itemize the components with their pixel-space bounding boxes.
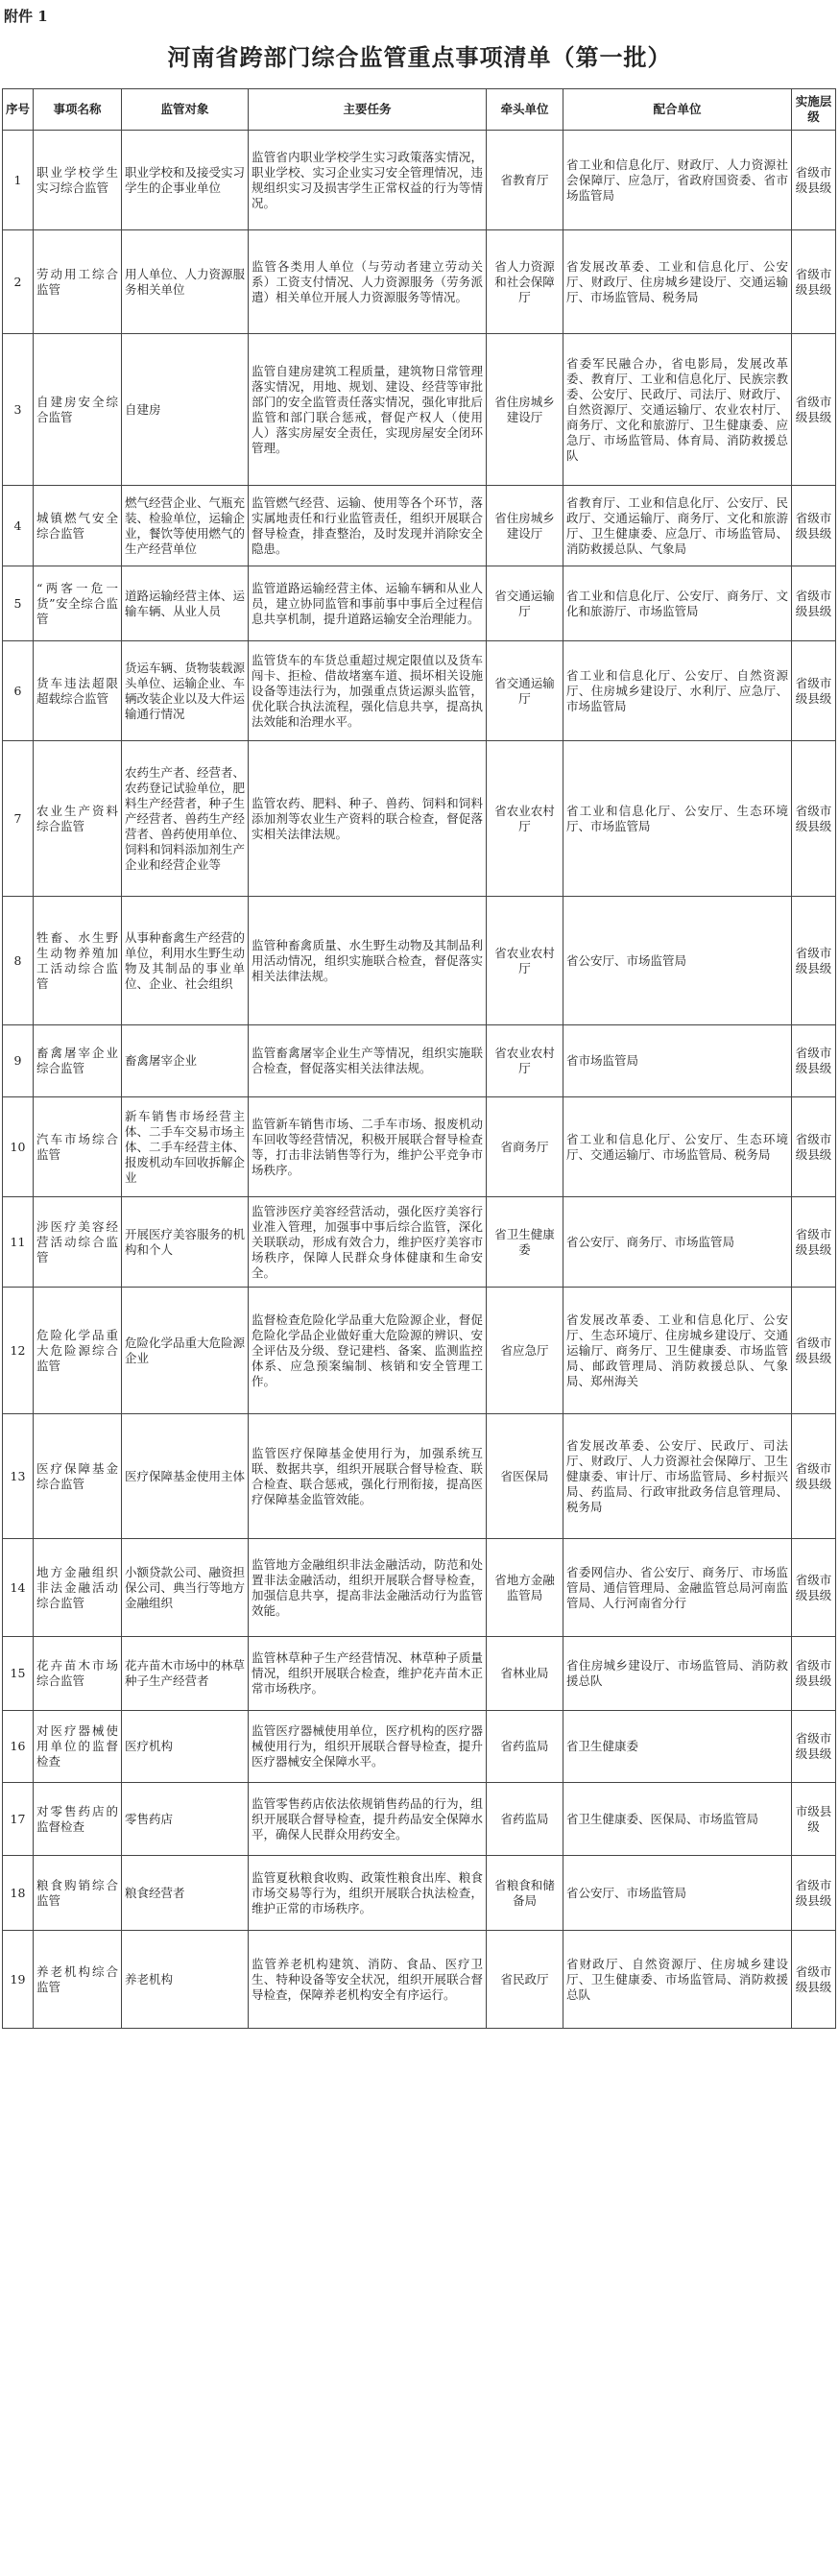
- item-name: 涉医疗美容经营活动综合监管: [34, 1197, 122, 1288]
- table-row: [3, 1539, 836, 1637]
- item-name: 自建房安全综合监管: [34, 334, 122, 486]
- lead-unit: 省药监局: [487, 1711, 563, 1783]
- main-task: 监管省内职业学校学生实习政策落实情况，职业学校、实习企业实习安全管理情况，违规组织实习及损害学生正常权益的行为等情况。: [249, 131, 487, 230]
- implementation-level: 省级市级县级: [792, 486, 836, 566]
- implementation-level: 省级市级县级: [792, 741, 836, 897]
- table-row: [3, 897, 836, 1025]
- item-name: 危险化学品重大危险源综合监管: [34, 1288, 122, 1414]
- lead-unit: 省地方金融监管局: [487, 1539, 563, 1637]
- row-number: 14: [3, 1539, 34, 1637]
- table-row: [3, 1783, 836, 1856]
- cooperating-units: 省公安厅、市场监管局: [563, 1856, 792, 1931]
- supervision-object: 用人单位、人力资源服务相关单位: [122, 230, 249, 334]
- lead-unit: 省医保局: [487, 1414, 563, 1539]
- main-task: 监管涉医疗美容经营活动，强化医疗美容行业准入管理，加强事中事后综合监管，深化关联联动，形成有效合力，维护医疗美容市场秩序，保障人民群众身体健康和生命安全。: [249, 1197, 487, 1288]
- table-row: [3, 131, 836, 230]
- cooperating-units: 省市场监管局: [563, 1025, 792, 1097]
- row-number: 19: [3, 1931, 34, 2029]
- main-task: 监管各类用人单位（与劳动者建立劳动关系）工资支付情况、人力资源服务（劳务派遣）相关单位开展人力资源服务等情况。: [249, 230, 487, 334]
- table-row: [3, 566, 836, 641]
- implementation-level: 省级市级县级: [792, 897, 836, 1025]
- item-name: 城镇燃气安全综合监管: [34, 486, 122, 566]
- main-task: 监管自建房建筑工程质量，建筑物日常管理落实情况，用地、规划、建设、经营等审批部门的安全监管责任落实情况，强化审批后监管和部门联合惩戒，督促产权人（使用人）落实房屋安全责任，实现房屋安全闭环管理。: [249, 334, 487, 486]
- lead-unit: 省交通运输厅: [487, 641, 563, 741]
- table-header-row: [3, 89, 836, 131]
- supervision-object: 从事种畜禽生产经营的单位，利用水生野生动物及其制品的事业单位、企业、社会组织: [122, 897, 249, 1025]
- cooperating-units: 省卫生健康委、医保局、市场监管局: [563, 1783, 792, 1856]
- cooperating-units: 省工业和信息化厅、公安厅、商务厅、文化和旅游厅、市场监管局: [563, 566, 792, 641]
- supervision-object: 道路运输经营主体、运输车辆、从业人员: [122, 566, 249, 641]
- supervision-object: 自建房: [122, 334, 249, 486]
- implementation-level: 省级市级县级: [792, 641, 836, 741]
- document-title: 河南省跨部门综合监管重点事项清单（第一批）: [167, 43, 672, 71]
- row-number: 17: [3, 1783, 34, 1856]
- table-row: [3, 334, 836, 486]
- main-task: 监管新车销售市场、二手车市场、报废机动车回收等经营情况，积极开展联合督导检查等，打击非法销售等行为，维护公平竞争市场秩序。: [249, 1097, 487, 1197]
- header-lead: 牵头单位: [487, 89, 563, 131]
- supervision-object: 小额贷款公司、融资担保公司、典当行等地方金融组织: [122, 1539, 249, 1637]
- table-row: [3, 230, 836, 334]
- implementation-level: 省级市级县级: [792, 1931, 836, 2029]
- row-number: 16: [3, 1711, 34, 1783]
- row-number: 10: [3, 1097, 34, 1197]
- row-number: 3: [3, 334, 34, 486]
- cooperating-units: 省工业和信息化厅、公安厅、生态环境厅、市场监管局: [563, 741, 792, 897]
- implementation-level: 省级市级县级: [792, 1539, 836, 1637]
- row-number: 18: [3, 1856, 34, 1931]
- item-name: 劳动用工综合监管: [34, 230, 122, 334]
- item-name: 货车违法超限超载综合监管: [34, 641, 122, 741]
- cooperating-units: 省工业和信息化厅、公安厅、自然资源厅、住房城乡建设厅、水利厅、应急厅、市场监管局: [563, 641, 792, 741]
- header-item-name: 事项名称: [34, 89, 122, 131]
- table-row: [3, 486, 836, 566]
- main-task: 监管地方金融组织非法金融活动，防范和处置非法金融活动，组织开展联合督导检查，加强信息共享，提高非法金融活动行为监管效能。: [249, 1539, 487, 1637]
- supervision-object: 职业学校和及接受实习学生的企事业单位: [122, 131, 249, 230]
- implementation-level: 省级市级县级: [792, 1288, 836, 1414]
- lead-unit: 省药监局: [487, 1783, 563, 1856]
- supervision-object: 医疗机构: [122, 1711, 249, 1783]
- lead-unit: 省教育厅: [487, 131, 563, 230]
- table-row: [3, 1637, 836, 1711]
- main-task: 监管零售药店依法依规销售药品的行为，组织开展联合督导检查，提升药品安全保障水平，确保人民群众用药安全。: [249, 1783, 487, 1856]
- row-number: 7: [3, 741, 34, 897]
- supervision-object: 花卉苗木市场中的林草种子生产经营者: [122, 1637, 249, 1711]
- main-task: 监管燃气经营、运输、使用等各个环节，落实属地责任和行业监管责任，组织开展联合督导检查，排查整治，及时发现并消除安全隐患。: [249, 486, 487, 566]
- cooperating-units: 省教育厅、工业和信息化厅、公安厅、民政厅、交通运输厅、商务厅、文化和旅游厅、卫生健康委、应急厅、市场监管局、消防救援总队、气象局: [563, 486, 792, 566]
- lead-unit: 省人力资源和社会保障厅: [487, 230, 563, 334]
- implementation-level: 省级市级县级: [792, 334, 836, 486]
- supervision-object: 货运车辆、货物装载源头单位、运输企业、车辆改装企业以及大件运输通行情况: [122, 641, 249, 741]
- lead-unit: 省农业农村厅: [487, 741, 563, 897]
- main-task: 监督检查危险化学品重大危险源企业，督促危险化学品企业做好重大危险源的辨识、安全评估及分级、登记建档、备案、监测监控体系、应急预案编制、核销和安全管理工作。: [249, 1288, 487, 1414]
- implementation-level: 省级市级县级: [792, 1025, 836, 1097]
- item-name: 农业生产资料综合监管: [34, 741, 122, 897]
- cooperating-units: 省发展改革委、工业和信息化厅、公安厅、生态环境厅、住房城乡建设厅、交通运输厅、商务厅、卫生健康委、市场监管局、邮政管理局、消防救援总队、气象局、郑州海关: [563, 1288, 792, 1414]
- main-task: 监管夏秋粮食收购、政策性粮食出库、粮食市场交易等行为，组织开展联合执法检查，维护正常的市场秩序。: [249, 1856, 487, 1931]
- table-row: [3, 641, 836, 741]
- cooperating-units: 省住房城乡建设厅、市场监管局、消防救援总队: [563, 1637, 792, 1711]
- cooperating-units: 省卫生健康委: [563, 1711, 792, 1783]
- table-row: [3, 1414, 836, 1539]
- lead-unit: 省卫生健康委: [487, 1197, 563, 1288]
- supervision-object: 医疗保障基金使用主体: [122, 1414, 249, 1539]
- row-number: 15: [3, 1637, 34, 1711]
- row-number: 2: [3, 230, 34, 334]
- table-body: [3, 131, 836, 2029]
- row-number: 9: [3, 1025, 34, 1097]
- lead-unit: 省农业农村厅: [487, 1025, 563, 1097]
- supervision-object: 燃气经营企业、气瓶充装、检验单位，运输企业，餐饮等使用燃气的生产经营单位: [122, 486, 249, 566]
- header-object: 监管对象: [122, 89, 249, 131]
- item-name: 畜禽屠宰企业综合监管: [34, 1025, 122, 1097]
- cooperating-units: 省公安厅、商务厅、市场监管局: [563, 1197, 792, 1288]
- item-name: “两客一危一货”安全综合监管: [34, 566, 122, 641]
- cooperating-units: 省工业和信息化厅、公安厅、生态环境厅、交通运输厅、市场监管局、税务局: [563, 1097, 792, 1197]
- supervision-object: 农药生产者、经营者、农药登记试验单位，肥料生产经营者，种子生产经营者、兽药生产经营者、兽药使用单位、饲料和饲料添加剂生产企业和经营企业等: [122, 741, 249, 897]
- supervision-object: 养老机构: [122, 1931, 249, 2029]
- row-number: 1: [3, 131, 34, 230]
- cooperating-units: 省工业和信息化厅、财政厅、人力资源社会保障厅、应急厅，省政府国资委、省市场监管局: [563, 131, 792, 230]
- header-coop: 配合单位: [563, 89, 792, 131]
- item-name: 养老机构综合监管: [34, 1931, 122, 2029]
- item-name: 牲畜、水生野生动物养殖加工活动综合监管: [34, 897, 122, 1025]
- cooperating-units: 省财政厅、自然资源厅、住房城乡建设厅、卫生健康委、市场监管局、消防救援总队: [563, 1931, 792, 2029]
- implementation-level: 省级市级县级: [792, 1637, 836, 1711]
- table-row: [3, 1931, 836, 2029]
- item-name: 粮食购销综合监管: [34, 1856, 122, 1931]
- implementation-level: 省级市级县级: [792, 1197, 836, 1288]
- implementation-level: 省级市级县级: [792, 230, 836, 334]
- implementation-level: 省级市级县级: [792, 1414, 836, 1539]
- cooperating-units: 省发展改革委、工业和信息化厅、公安厅、财政厅、住房城乡建设厅、交通运输厅、市场监管局、税务局: [563, 230, 792, 334]
- item-name: 花卉苗木市场综合监管: [34, 1637, 122, 1711]
- row-number: 11: [3, 1197, 34, 1288]
- lead-unit: 省住房城乡建设厅: [487, 334, 563, 486]
- row-number: 5: [3, 566, 34, 641]
- implementation-level: 省级市级县级: [792, 566, 836, 641]
- supervision-object: 畜禽屠宰企业: [122, 1025, 249, 1097]
- regulatory-items-table: [2, 88, 836, 2029]
- row-number: 13: [3, 1414, 34, 1539]
- table-row: [3, 741, 836, 897]
- row-number: 6: [3, 641, 34, 741]
- main-task: 监管林草种子生产经营情况、林草种子质量情况，组织开展联合检查，维护花卉苗木正常市场秩序。: [249, 1637, 487, 1711]
- table-row: [3, 1197, 836, 1288]
- cooperating-units: 省委军民融合办，省电影局，发展改革委、教育厅、工业和信息化厅、民族宗教委、公安厅、民政厅、司法厅、财政厅、自然资源厅、交通运输厅、农业农村厅、商务厅、文化和旅游厅、卫生健康委、应急厅、市场监管局、体育局、消防救援总队: [563, 334, 792, 486]
- row-number: 8: [3, 897, 34, 1025]
- lead-unit: 省粮食和储备局: [487, 1856, 563, 1931]
- implementation-level: 省级市级县级: [792, 131, 836, 230]
- main-task: 监管养老机构建筑、消防、食品、医疗卫生、特种设备等安全状况，组织开展联合督导检查，保障养老机构安全有序运行。: [249, 1931, 487, 2029]
- implementation-level: 市级县级: [792, 1783, 836, 1856]
- row-number: 12: [3, 1288, 34, 1414]
- table-row: [3, 1288, 836, 1414]
- attachment-label: 附件 1: [4, 8, 48, 25]
- implementation-level: 省级市级县级: [792, 1711, 836, 1783]
- cooperating-units: 省发展改革委、公安厅、民政厅、司法厅、财政厅、人力资源社会保障厅、卫生健康委、审计厅、市场监管局、乡村振兴局、药监局、行政审批政务信息管理局、税务局: [563, 1414, 792, 1539]
- header-level: 实施层级: [792, 89, 836, 131]
- item-name: 医疗保障基金综合监管: [34, 1414, 122, 1539]
- main-task: 监管畜禽屠宰企业生产等情况，组织实施联合检查，督促落实相关法律法规。: [249, 1025, 487, 1097]
- item-name: 职业学校学生实习综合监管: [34, 131, 122, 230]
- lead-unit: 省应急厅: [487, 1288, 563, 1414]
- supervision-object: 粮食经营者: [122, 1856, 249, 1931]
- header-no: 序号: [3, 89, 34, 131]
- cooperating-units: 省公安厅、市场监管局: [563, 897, 792, 1025]
- lead-unit: 省商务厅: [487, 1097, 563, 1197]
- main-task: 监管货车的车货总重超过规定限值以及货车闯卡、拒检、借故堵塞车道、损坏相关设施设备等违法行为，加强重点货运源头监管，优化联合执法流程，强化信息共享，提高执法效能和治理水平。: [249, 641, 487, 741]
- table-row: [3, 1711, 836, 1783]
- row-number: 4: [3, 486, 34, 566]
- implementation-level: 省级市级县级: [792, 1097, 836, 1197]
- lead-unit: 省林业局: [487, 1637, 563, 1711]
- item-name: 对零售药店的监督检查: [34, 1783, 122, 1856]
- main-task: 监管农药、肥料、种子、兽药、饲料和饲料添加剂等农业生产资料的联合检查，督促落实相关法律法规。: [249, 741, 487, 897]
- table-row: [3, 1097, 836, 1197]
- item-name: 地方金融组织非法金融活动综合监管: [34, 1539, 122, 1637]
- table-row: [3, 1025, 836, 1097]
- supervision-object: 零售药店: [122, 1783, 249, 1856]
- lead-unit: 省住房城乡建设厅: [487, 486, 563, 566]
- main-task: 监管医疗器械使用单位，医疗机构的医疗器械使用行为，组织开展联合督导检查，提升医疗器械安全保障水平。: [249, 1711, 487, 1783]
- implementation-level: 省级市级县级: [792, 1856, 836, 1931]
- main-task: 监管医疗保障基金使用行为，加强系统互联、数据共享，组织开展联合督导检查、联合检查、联合惩戒，强化行刑衔接，提高医疗保障基金监管效能。: [249, 1414, 487, 1539]
- main-task: 监管道路运输经营主体、运输车辆和从业人员，建立协同监管和事前事中事后全过程信息共享机制，提升道路运输安全治理能力。: [249, 566, 487, 641]
- table-row: [3, 1856, 836, 1931]
- item-name: 对医疗器械使用单位的监督检查: [34, 1711, 122, 1783]
- supervision-object: 危险化学品重大危险源企业: [122, 1288, 249, 1414]
- main-task: 监管种畜禽质量、水生野生动物及其制品利用活动情况，组织实施联合检查，督促落实相关法律法规。: [249, 897, 487, 1025]
- lead-unit: 省农业农村厅: [487, 897, 563, 1025]
- lead-unit: 省民政厅: [487, 1931, 563, 2029]
- lead-unit: 省交通运输厅: [487, 566, 563, 641]
- header-task: 主要任务: [249, 89, 487, 131]
- supervision-object: 开展医疗美容服务的机构和个人: [122, 1197, 249, 1288]
- cooperating-units: 省委网信办、省公安厅、商务厅、市场监管局、通信管理局、金融监管总局河南监管局、人行河南省分行: [563, 1539, 792, 1637]
- item-name: 汽车市场综合监管: [34, 1097, 122, 1197]
- supervision-object: 新车销售市场经营主体、二手车交易市场主体、二手车经营主体、报废机动车回收拆解企业: [122, 1097, 249, 1197]
